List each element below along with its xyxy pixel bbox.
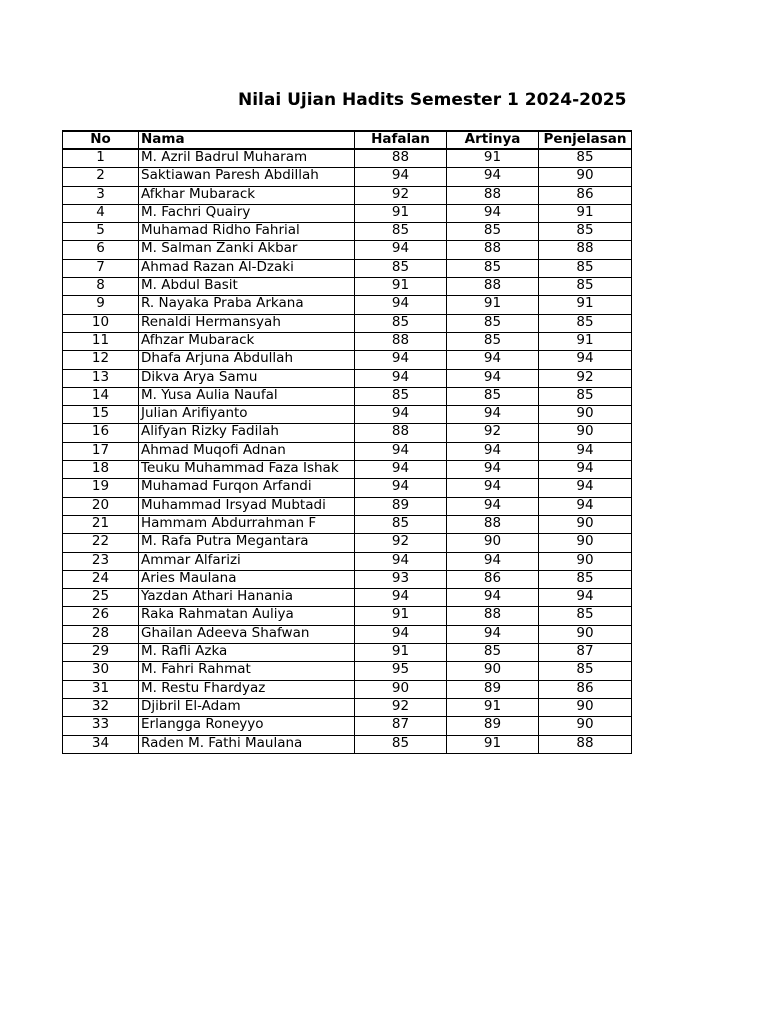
cell-nama: R. Nayaka Praba Arkana [139,296,355,314]
cell-hafalan: 94 [355,461,447,479]
cell-no: 29 [63,644,139,662]
table-row [63,387,632,405]
cell-no: 8 [63,278,139,296]
cell-hafalan: 94 [355,479,447,497]
cell-hafalan: 85 [355,259,447,277]
cell-nama: Erlangga Roneyyo [139,717,355,735]
cell-hafalan: 88 [355,424,447,442]
table-row [63,497,632,515]
cell-artinya: 88 [447,186,539,204]
cell-hafalan: 94 [355,442,447,460]
cell-penjelasan: 94 [539,497,632,515]
table-row [63,552,632,570]
grades-table [62,130,632,754]
cell-artinya: 88 [447,515,539,533]
cell-no: 1 [63,149,139,168]
cell-hafalan: 94 [355,589,447,607]
table-row [63,186,632,204]
cell-penjelasan: 91 [539,332,632,350]
cell-hafalan: 85 [355,515,447,533]
cell-nama: Julian Arifiyanto [139,406,355,424]
cell-penjelasan: 85 [539,570,632,588]
column-header-artinya: Artinya [447,131,539,149]
cell-penjelasan: 90 [539,406,632,424]
cell-penjelasan: 90 [539,168,632,186]
cell-hafalan: 85 [355,223,447,241]
cell-penjelasan: 90 [539,552,632,570]
cell-penjelasan: 85 [539,149,632,168]
cell-hafalan: 92 [355,186,447,204]
table-row [63,406,632,424]
cell-artinya: 94 [447,204,539,222]
cell-hafalan: 91 [355,607,447,625]
cell-artinya: 90 [447,534,539,552]
cell-no: 26 [63,607,139,625]
cell-nama: Dikva Arya Samu [139,369,355,387]
column-header-no: No [63,131,139,149]
table-row [63,314,632,332]
cell-nama: Hammam Abdurrahman F [139,515,355,533]
cell-hafalan: 94 [355,241,447,259]
cell-penjelasan: 85 [539,259,632,277]
cell-hafalan: 87 [355,717,447,735]
cell-artinya: 88 [447,607,539,625]
cell-nama: Muhammad Irsyad Mubtadi [139,497,355,515]
cell-penjelasan: 88 [539,735,632,753]
cell-hafalan: 94 [355,351,447,369]
cell-hafalan: 91 [355,644,447,662]
cell-penjelasan: 94 [539,442,632,460]
cell-nama: Raka Rahmatan Auliya [139,607,355,625]
cell-nama: Ghailan Adeeva Shafwan [139,625,355,643]
cell-no: 32 [63,698,139,716]
cell-nama: Yazdan Athari Hanania [139,589,355,607]
cell-nama: M. Azril Badrul Muharam [139,149,355,168]
cell-penjelasan: 90 [539,515,632,533]
cell-hafalan: 94 [355,625,447,643]
cell-penjelasan: 94 [539,479,632,497]
table-row [63,223,632,241]
cell-hafalan: 85 [355,314,447,332]
column-header-penjelasan: Penjelasan [539,131,632,149]
cell-no: 31 [63,680,139,698]
cell-no: 6 [63,241,139,259]
cell-hafalan: 88 [355,149,447,168]
cell-nama: M. Salman Zanki Akbar [139,241,355,259]
cell-no: 24 [63,570,139,588]
cell-artinya: 89 [447,680,539,698]
header-row [63,131,632,149]
cell-hafalan: 94 [355,296,447,314]
cell-artinya: 90 [447,662,539,680]
cell-nama: M. Abdul Basit [139,278,355,296]
cell-artinya: 86 [447,570,539,588]
table-row [63,479,632,497]
cell-hafalan: 93 [355,570,447,588]
cell-artinya: 94 [447,461,539,479]
table-row [63,680,632,698]
cell-no: 13 [63,369,139,387]
cell-no: 25 [63,589,139,607]
cell-penjelasan: 90 [539,424,632,442]
cell-artinya: 94 [447,497,539,515]
cell-nama: M. Rafli Azka [139,644,355,662]
cell-artinya: 91 [447,149,539,168]
cell-artinya: 88 [447,241,539,259]
cell-artinya: 94 [447,479,539,497]
table-row [63,607,632,625]
cell-no: 30 [63,662,139,680]
cell-nama: M. Rafa Putra Megantara [139,534,355,552]
cell-hafalan: 94 [355,369,447,387]
cell-no: 18 [63,461,139,479]
cell-no: 4 [63,204,139,222]
table-row [63,735,632,753]
table-row [63,149,632,168]
cell-artinya: 94 [447,552,539,570]
cell-penjelasan: 90 [539,534,632,552]
cell-no: 5 [63,223,139,241]
table-row [63,442,632,460]
table-row [63,424,632,442]
cell-penjelasan: 85 [539,314,632,332]
cell-artinya: 94 [447,369,539,387]
cell-nama: Aries Maulana [139,570,355,588]
table-row [63,534,632,552]
cell-nama: M. Fachri Quairy [139,204,355,222]
cell-hafalan: 92 [355,534,447,552]
table-row [63,515,632,533]
title-container [62,88,633,114]
cell-no: 16 [63,424,139,442]
table-row [63,662,632,680]
cell-hafalan: 88 [355,332,447,350]
table-row [63,278,632,296]
cell-penjelasan: 92 [539,369,632,387]
cell-hafalan: 85 [355,387,447,405]
table-row [63,644,632,662]
cell-no: 34 [63,735,139,753]
table-row [63,625,632,643]
cell-artinya: 85 [447,314,539,332]
cell-penjelasan: 85 [539,607,632,625]
cell-artinya: 91 [447,698,539,716]
cell-no: 14 [63,387,139,405]
cell-penjelasan: 87 [539,644,632,662]
cell-artinya: 89 [447,717,539,735]
cell-artinya: 92 [447,424,539,442]
table-row [63,698,632,716]
cell-nama: Alifyan Rizky Fadilah [139,424,355,442]
cell-no: 12 [63,351,139,369]
cell-no: 21 [63,515,139,533]
cell-nama: Muhamad Ridho Fahrial [139,223,355,241]
cell-nama: Teuku Muhammad Faza Ishak [139,461,355,479]
column-header-nama: Nama [139,131,355,149]
cell-nama: M. Yusa Aulia Naufal [139,387,355,405]
cell-no: 22 [63,534,139,552]
column-header-hafalan: Hafalan [355,131,447,149]
cell-artinya: 91 [447,735,539,753]
cell-hafalan: 94 [355,406,447,424]
cell-nama: Raden M. Fathi Maulana [139,735,355,753]
cell-artinya: 85 [447,387,539,405]
cell-nama: Ahmad Razan Al-Dzaki [139,259,355,277]
cell-penjelasan: 90 [539,625,632,643]
table-row [63,204,632,222]
cell-no: 9 [63,296,139,314]
cell-nama: Muhamad Furqon Arfandi [139,479,355,497]
cell-penjelasan: 85 [539,387,632,405]
cell-no: 2 [63,168,139,186]
table-row [63,351,632,369]
cell-nama: M. Fahri Rahmat [139,662,355,680]
cell-no: 3 [63,186,139,204]
table-row [63,259,632,277]
cell-artinya: 85 [447,259,539,277]
cell-nama: Renaldi Hermansyah [139,314,355,332]
cell-artinya: 88 [447,278,539,296]
cell-penjelasan: 86 [539,680,632,698]
cell-nama: Saktiawan Paresh Abdillah [139,168,355,186]
cell-no: 11 [63,332,139,350]
cell-penjelasan: 85 [539,662,632,680]
cell-penjelasan: 94 [539,351,632,369]
cell-artinya: 94 [447,406,539,424]
table-row [63,296,632,314]
cell-hafalan: 91 [355,204,447,222]
cell-artinya: 94 [447,625,539,643]
cell-no: 33 [63,717,139,735]
cell-hafalan: 94 [355,168,447,186]
cell-artinya: 85 [447,644,539,662]
cell-nama: Afhzar Mubarack [139,332,355,350]
cell-no: 28 [63,625,139,643]
cell-no: 20 [63,497,139,515]
cell-nama: Djibril El-Adam [139,698,355,716]
cell-nama: Ahmad Muqofi Adnan [139,442,355,460]
table-row [63,168,632,186]
cell-penjelasan: 91 [539,296,632,314]
cell-artinya: 94 [447,442,539,460]
cell-artinya: 85 [447,223,539,241]
cell-artinya: 94 [447,589,539,607]
cell-penjelasan: 90 [539,717,632,735]
cell-artinya: 94 [447,351,539,369]
cell-penjelasan: 85 [539,223,632,241]
cell-no: 15 [63,406,139,424]
cell-penjelasan: 91 [539,204,632,222]
cell-hafalan: 90 [355,680,447,698]
table-row [63,570,632,588]
cell-artinya: 91 [447,296,539,314]
table-row [63,369,632,387]
cell-no: 19 [63,479,139,497]
cell-nama: Afkhar Mubarack [139,186,355,204]
cell-penjelasan: 94 [539,589,632,607]
cell-penjelasan: 90 [539,698,632,716]
cell-nama: Dhafa Arjuna Abdullah [139,351,355,369]
page-title: Nilai Ujian Hadits Semester 1 2024-2025 [238,90,627,110]
table-body [63,149,632,753]
cell-hafalan: 94 [355,552,447,570]
table-row [63,461,632,479]
cell-penjelasan: 88 [539,241,632,259]
cell-nama: M. Restu Fhardyaz [139,680,355,698]
cell-no: 7 [63,259,139,277]
cell-no: 10 [63,314,139,332]
cell-hafalan: 95 [355,662,447,680]
cell-penjelasan: 86 [539,186,632,204]
cell-artinya: 85 [447,332,539,350]
cell-hafalan: 89 [355,497,447,515]
table-row [63,717,632,735]
cell-hafalan: 92 [355,698,447,716]
cell-penjelasan: 85 [539,278,632,296]
cell-hafalan: 91 [355,278,447,296]
table-row [63,589,632,607]
table-row [63,241,632,259]
table-row [63,332,632,350]
cell-no: 17 [63,442,139,460]
cell-penjelasan: 94 [539,461,632,479]
cell-hafalan: 85 [355,735,447,753]
cell-artinya: 94 [447,168,539,186]
cell-nama: Ammar Alfarizi [139,552,355,570]
cell-no: 23 [63,552,139,570]
